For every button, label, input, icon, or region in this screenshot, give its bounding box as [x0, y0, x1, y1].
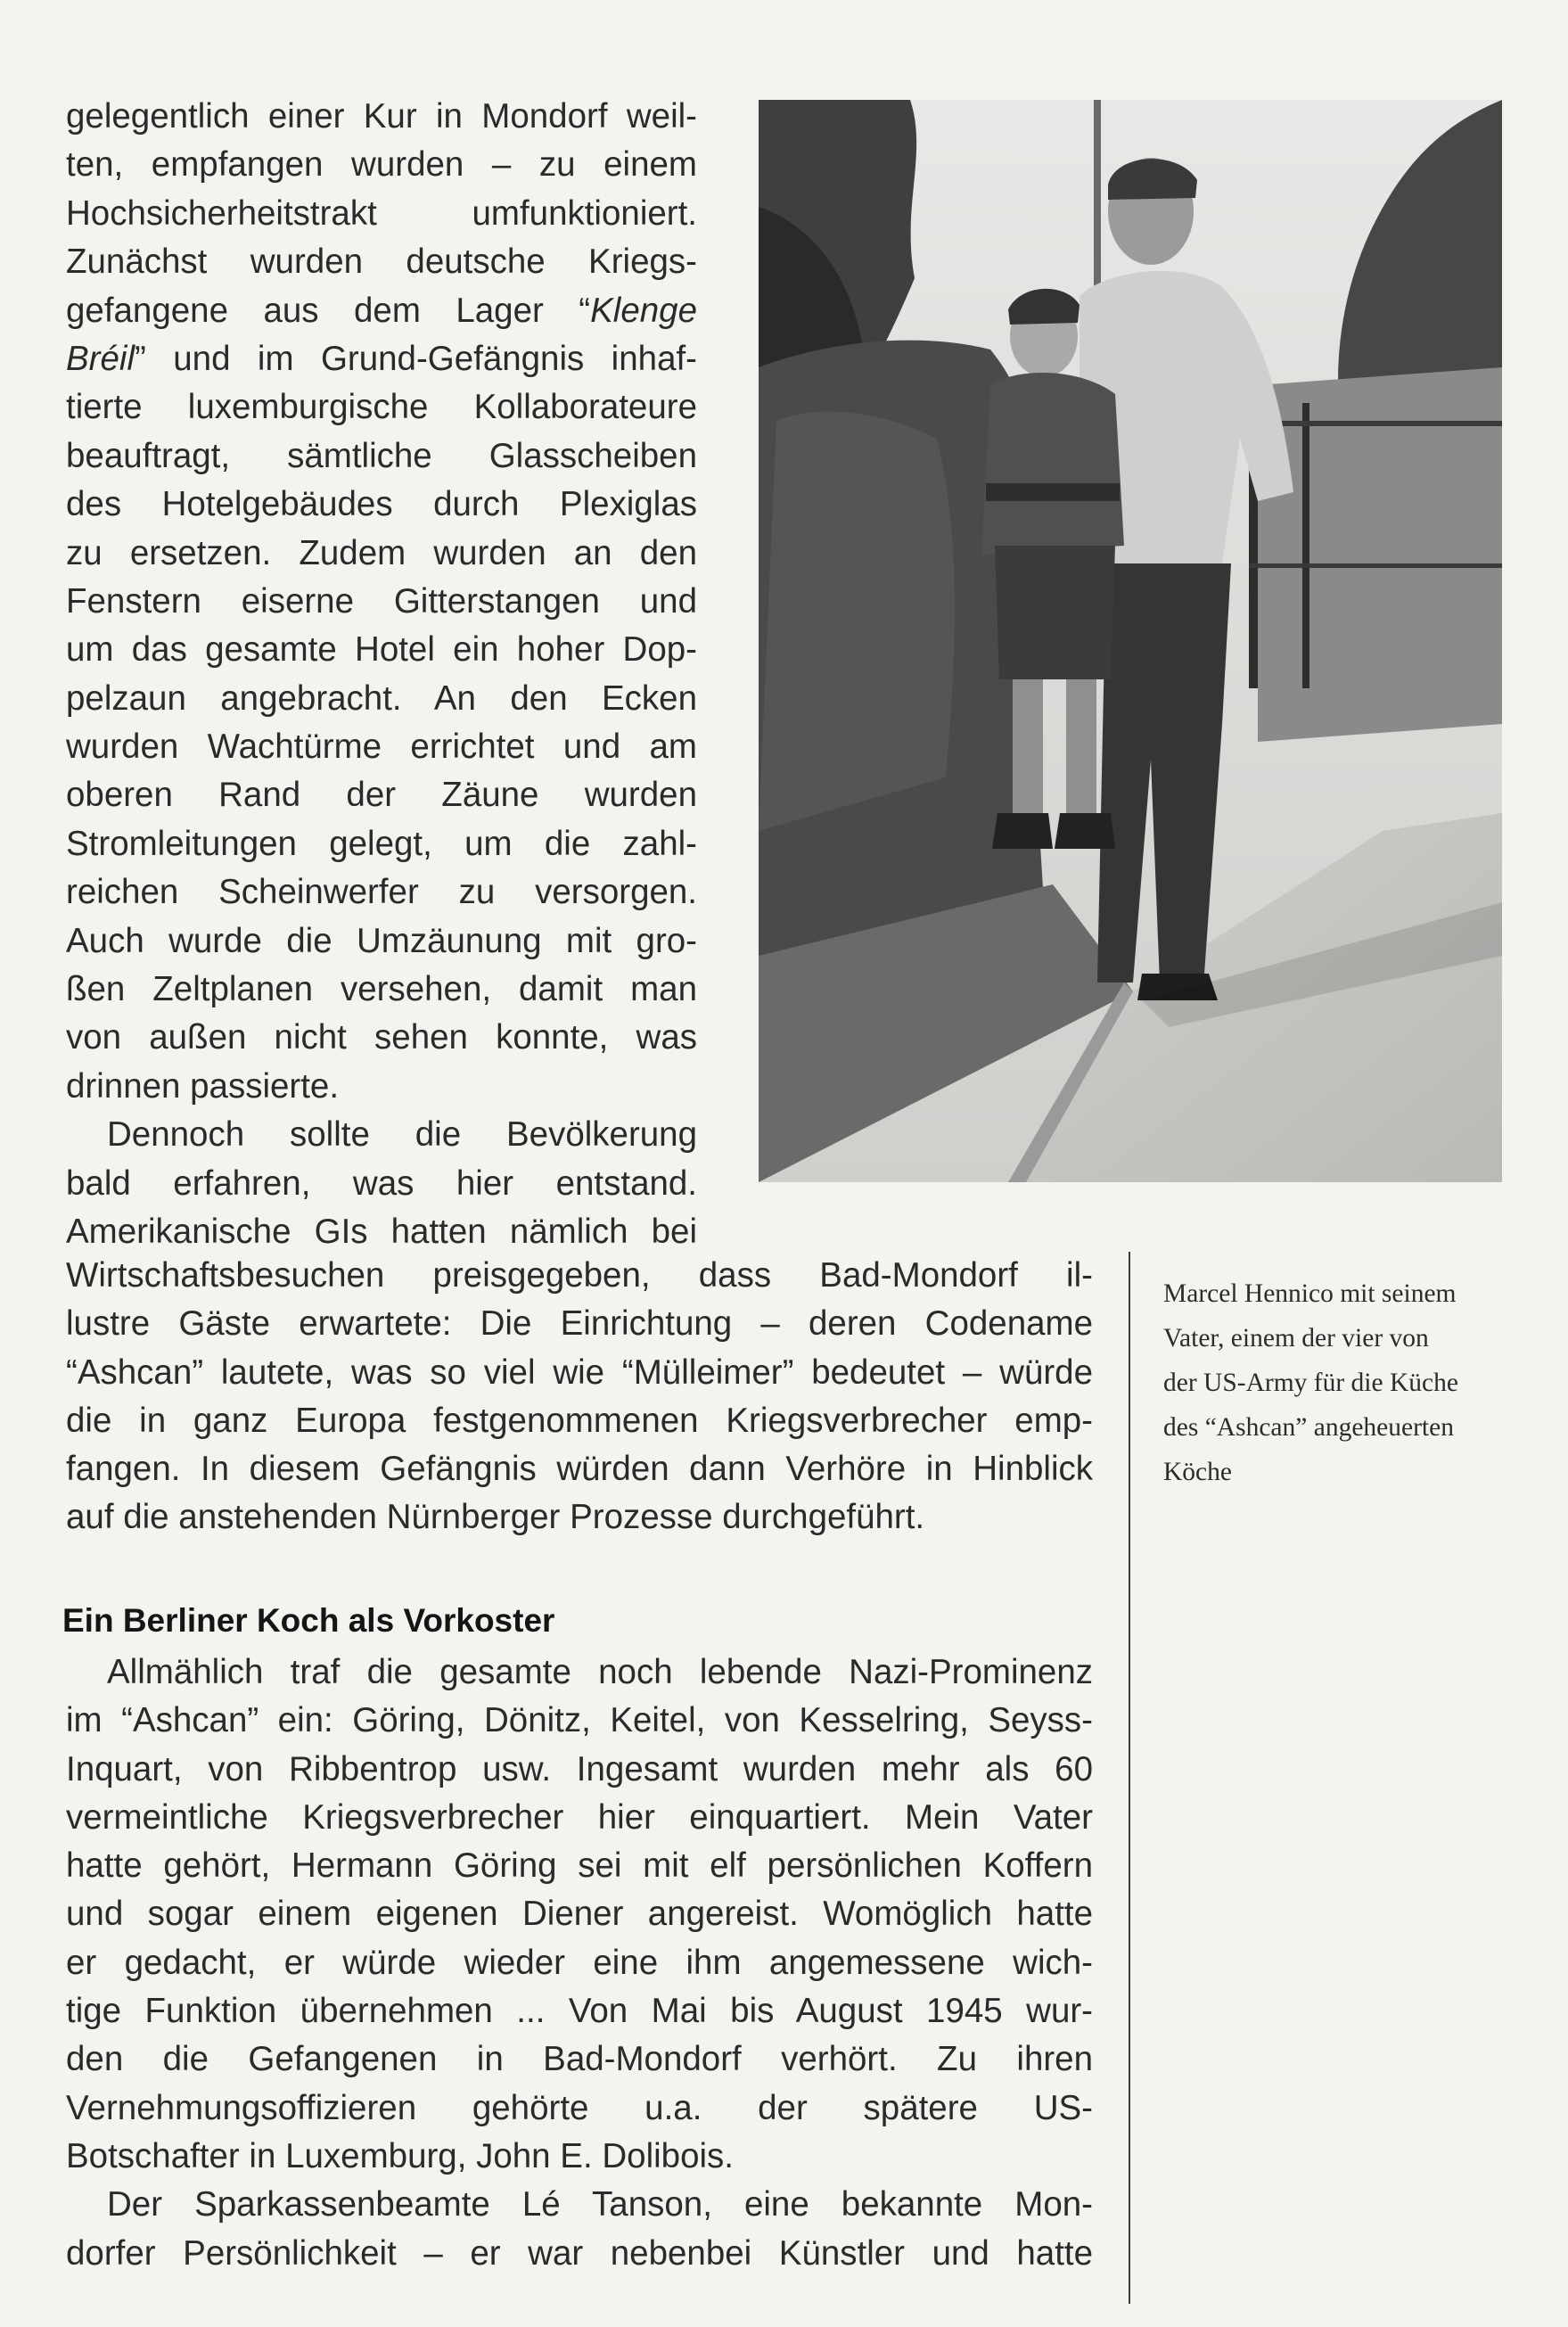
caption-line: Marcel Hennico mit seinem	[1163, 1279, 1457, 1308]
caption-line: Vater, einem der vier von	[1163, 1324, 1429, 1353]
paragraph-start-line: Der Sparkassenbeamte Lé Tanson, eine bekannte Mon-	[107, 2185, 1093, 2224]
text-line: ten, empfangen wurden – zu einem	[66, 145, 697, 185]
paragraph-start-line: Dennoch sollte die Bevölkerung	[107, 1115, 697, 1155]
text-line: Botschafter in Luxemburg, John E. Dolibois.	[66, 2136, 735, 2175]
text-line: Auch wurde die Umzäunung mit gro-	[66, 921, 697, 960]
text-line: vermeintliche Kriegsverbrecher hier einquartiert. Mein Vater	[66, 1797, 1093, 1837]
text-line: Hochsicherheitstrakt umfunktioniert.	[66, 193, 697, 233]
text-line: Vernehmungsoffizieren gehörte u.a. der spätere US-	[66, 2088, 1093, 2127]
text-line: bald erfahren, was hier entstand.	[66, 1164, 697, 1203]
text-line: den die Gefangenen in Bad-Mondorf verhört. Zu ihren	[66, 2040, 1093, 2079]
text-line: tige Funktion übernehmen ... Von Mai bis August 1945 wur-	[66, 1992, 1093, 2031]
text-line: und sogar einem eigenen Diener angereist. Womöglich hatte	[66, 1895, 1093, 1934]
text-line: wurden Wachtürme errichtet und am	[66, 728, 697, 767]
text-line: die in ganz Europa festgenommenen Kriegsverbrecher emp-	[66, 1401, 1093, 1440]
text-line: Fenstern eiserne Gitterstangen und	[66, 581, 697, 621]
caption-line: des “Ashcan” angeheuerten	[1163, 1413, 1454, 1442]
text-line-italic-place: gefangene aus dem Lager “Klenge	[66, 291, 697, 330]
narrow-text-column	[66, 93, 697, 1256]
text-line: hatte gehört, Hermann Göring sei mit elf persönlichen Koffern	[66, 1846, 1093, 1886]
text-line: oberen Rand der Zäune wurden	[66, 776, 697, 815]
text-line: dorfer Persönlichkeit – er war nebenbei Künstler und hatte	[66, 2233, 1093, 2273]
section-heading: Ein Berliner Koch als Vorkoster	[62, 1602, 555, 1639]
text-line: Wirtschaftsbesuchen preisgegeben, dass Bad-Mondorf il-	[66, 1256, 1093, 1295]
wide-text-column-upper	[66, 1252, 1093, 1542]
text-line: auf die anstehenden Nürnberger Prozesse durchgeführt.	[66, 1498, 925, 1537]
photo-caption	[1163, 1271, 1511, 1494]
caption-line: Köche	[1163, 1458, 1232, 1486]
text-line: um das gesamte Hotel ein hoher Dop-	[66, 630, 697, 670]
text-line: beauftragt, sämtliche Glasscheiben	[66, 436, 697, 475]
photograph-father-and-son	[759, 100, 1502, 1182]
text-line: Zunächst wurden deutsche Kriegs-	[66, 243, 697, 282]
text-line: “Ashcan” lautete, was so viel wie “Mülleimer” bedeutet – würde	[66, 1353, 1093, 1392]
wide-text-column-lower	[66, 1649, 1093, 2278]
text-line: ßen Zeltplanen versehen, damit man	[66, 970, 697, 1009]
paragraph-start-line: Allmählich traf die gesamte noch lebende Nazi-Prominenz	[107, 1653, 1093, 1691]
text-line: von außen nicht sehen konnte, was	[66, 1018, 697, 1057]
text-line: gelegentlich einer Kur in Mondorf weil-	[66, 97, 697, 136]
text-line: zu ersetzen. Zudem wurden an den	[66, 533, 697, 572]
text-line: lustre Gäste erwartete: Die Einrichtung – deren Codename	[66, 1304, 1093, 1344]
text-line: drinnen passierte.	[66, 1066, 340, 1106]
caption-line: der US-Army für die Küche	[1163, 1369, 1458, 1397]
text-line: des Hotelgebäudes durch Plexiglas	[66, 485, 697, 524]
text-line: fangen. In diesem Gefängnis würden dann Verhöre in Hinblick	[66, 1450, 1093, 1489]
text-line: Stromleitungen gelegt, um die zahl-	[66, 824, 697, 863]
text-line: tierte luxemburgische Kollaborateure	[66, 388, 697, 427]
text-line: pelzaun angebracht. An den Ecken	[66, 678, 697, 718]
text-line: Inquart, von Ribbentrop usw. Ingesamt wurden mehr als 60	[66, 1749, 1093, 1788]
text-line: im “Ashcan” ein: Göring, Dönitz, Keitel, von Kesselring, Seyss-	[66, 1701, 1093, 1740]
text-line: reichen Scheinwerfer zu versorgen.	[66, 873, 697, 912]
text-line-italic-place: Bréil” und im Grund-Gefängnis inhaf-	[66, 339, 697, 378]
text-line: er gedacht, er würde wieder eine ihm angemessene wich-	[66, 1943, 1093, 1982]
text-line: Amerikanische GIs hatten nämlich bei	[66, 1212, 697, 1251]
caption-divider	[1129, 1252, 1130, 2304]
